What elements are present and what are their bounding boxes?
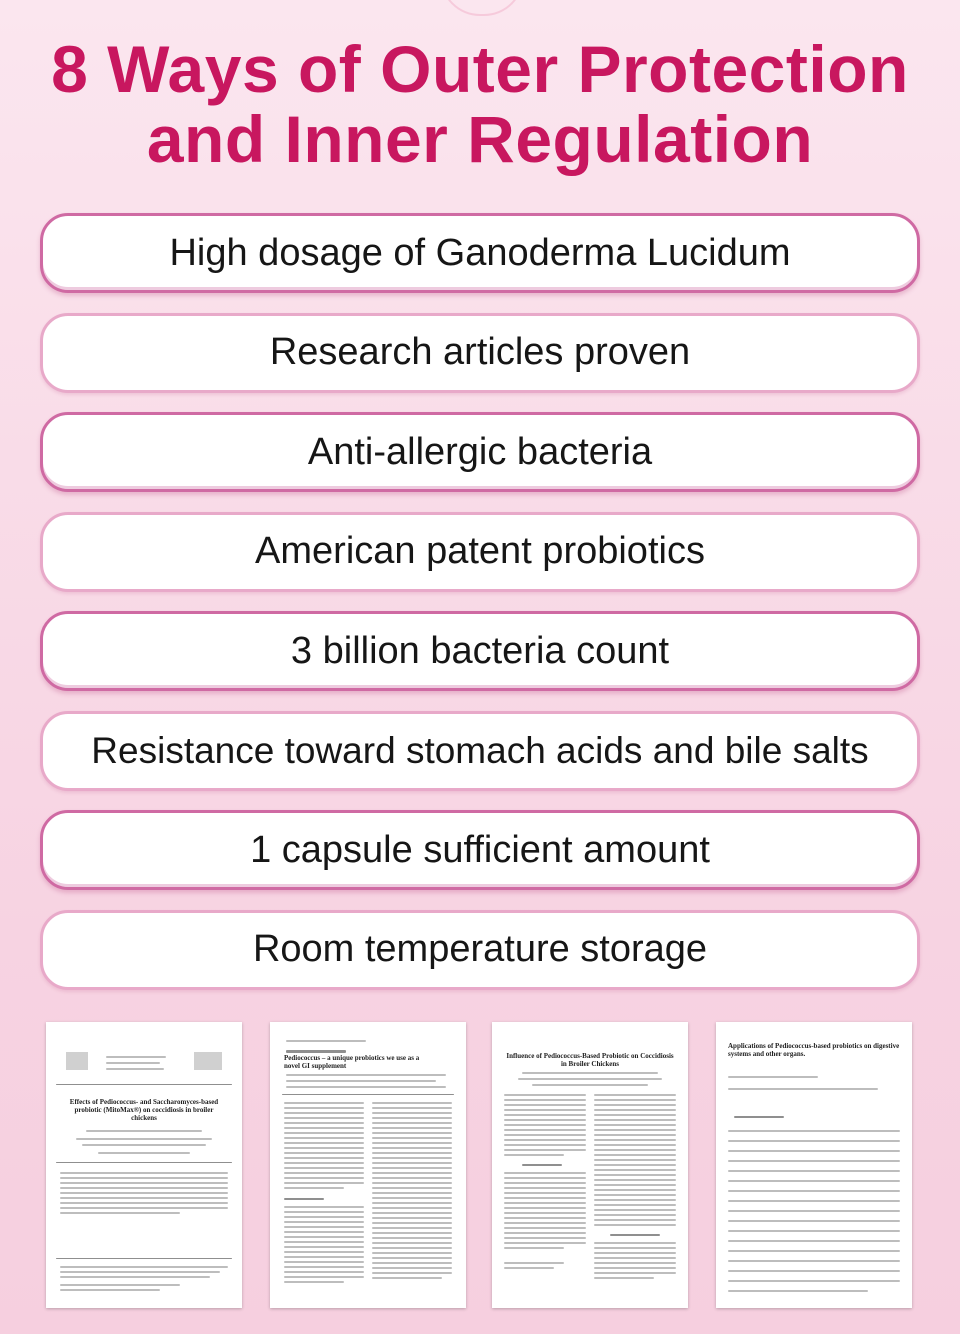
- top-decoration: [440, 0, 524, 16]
- feature-list: [40, 213, 920, 1009]
- feature-item-resistance: Resistance toward stomach acids and bile salts: [40, 711, 920, 791]
- research-paper-3: [492, 1022, 688, 1308]
- feature-item-anti-allergic: Anti-allergic bacteria: [40, 412, 920, 492]
- journal-logo-icon: [194, 1052, 222, 1070]
- feature-item-storage: Room temperature storage: [40, 910, 920, 990]
- research-paper-2: [270, 1022, 466, 1308]
- feature-item-bacteria-count: 3 billion bacteria count: [40, 611, 920, 691]
- publisher-logo-icon: [66, 1052, 88, 1070]
- research-paper-4: [716, 1022, 912, 1308]
- page-title: [0, 34, 960, 174]
- feature-item-patent: American patent probiotics: [40, 512, 920, 592]
- paper-title: Applications of Pediococcus-based probiotics on digestive systems and other organs.: [728, 1042, 900, 1058]
- paper-title: Pediococcus – a unique probiotics we use as a novel GI supplement: [284, 1054, 420, 1070]
- research-papers: [46, 1022, 914, 1308]
- paper-title: Influence of Pediococcus-Based Probiotic on Coccidiosis in Broiler Chickens: [506, 1052, 674, 1068]
- title-line-1: 8 Ways of Outer Protection: [51, 32, 909, 106]
- feature-item-capsule: 1 capsule sufficient amount: [40, 810, 920, 890]
- paper-title: Effects of Pediococcus- and Saccharomyces-based probiotic (MitoMax®) on coccidiosis in broiler chickens: [69, 1098, 219, 1122]
- feature-item-research: Research articles proven: [40, 313, 920, 393]
- research-paper-1: [46, 1022, 242, 1308]
- feature-item-ganoderma: High dosage of Ganoderma Lucidum: [40, 213, 920, 293]
- title-line-2: and Inner Regulation: [146, 102, 814, 176]
